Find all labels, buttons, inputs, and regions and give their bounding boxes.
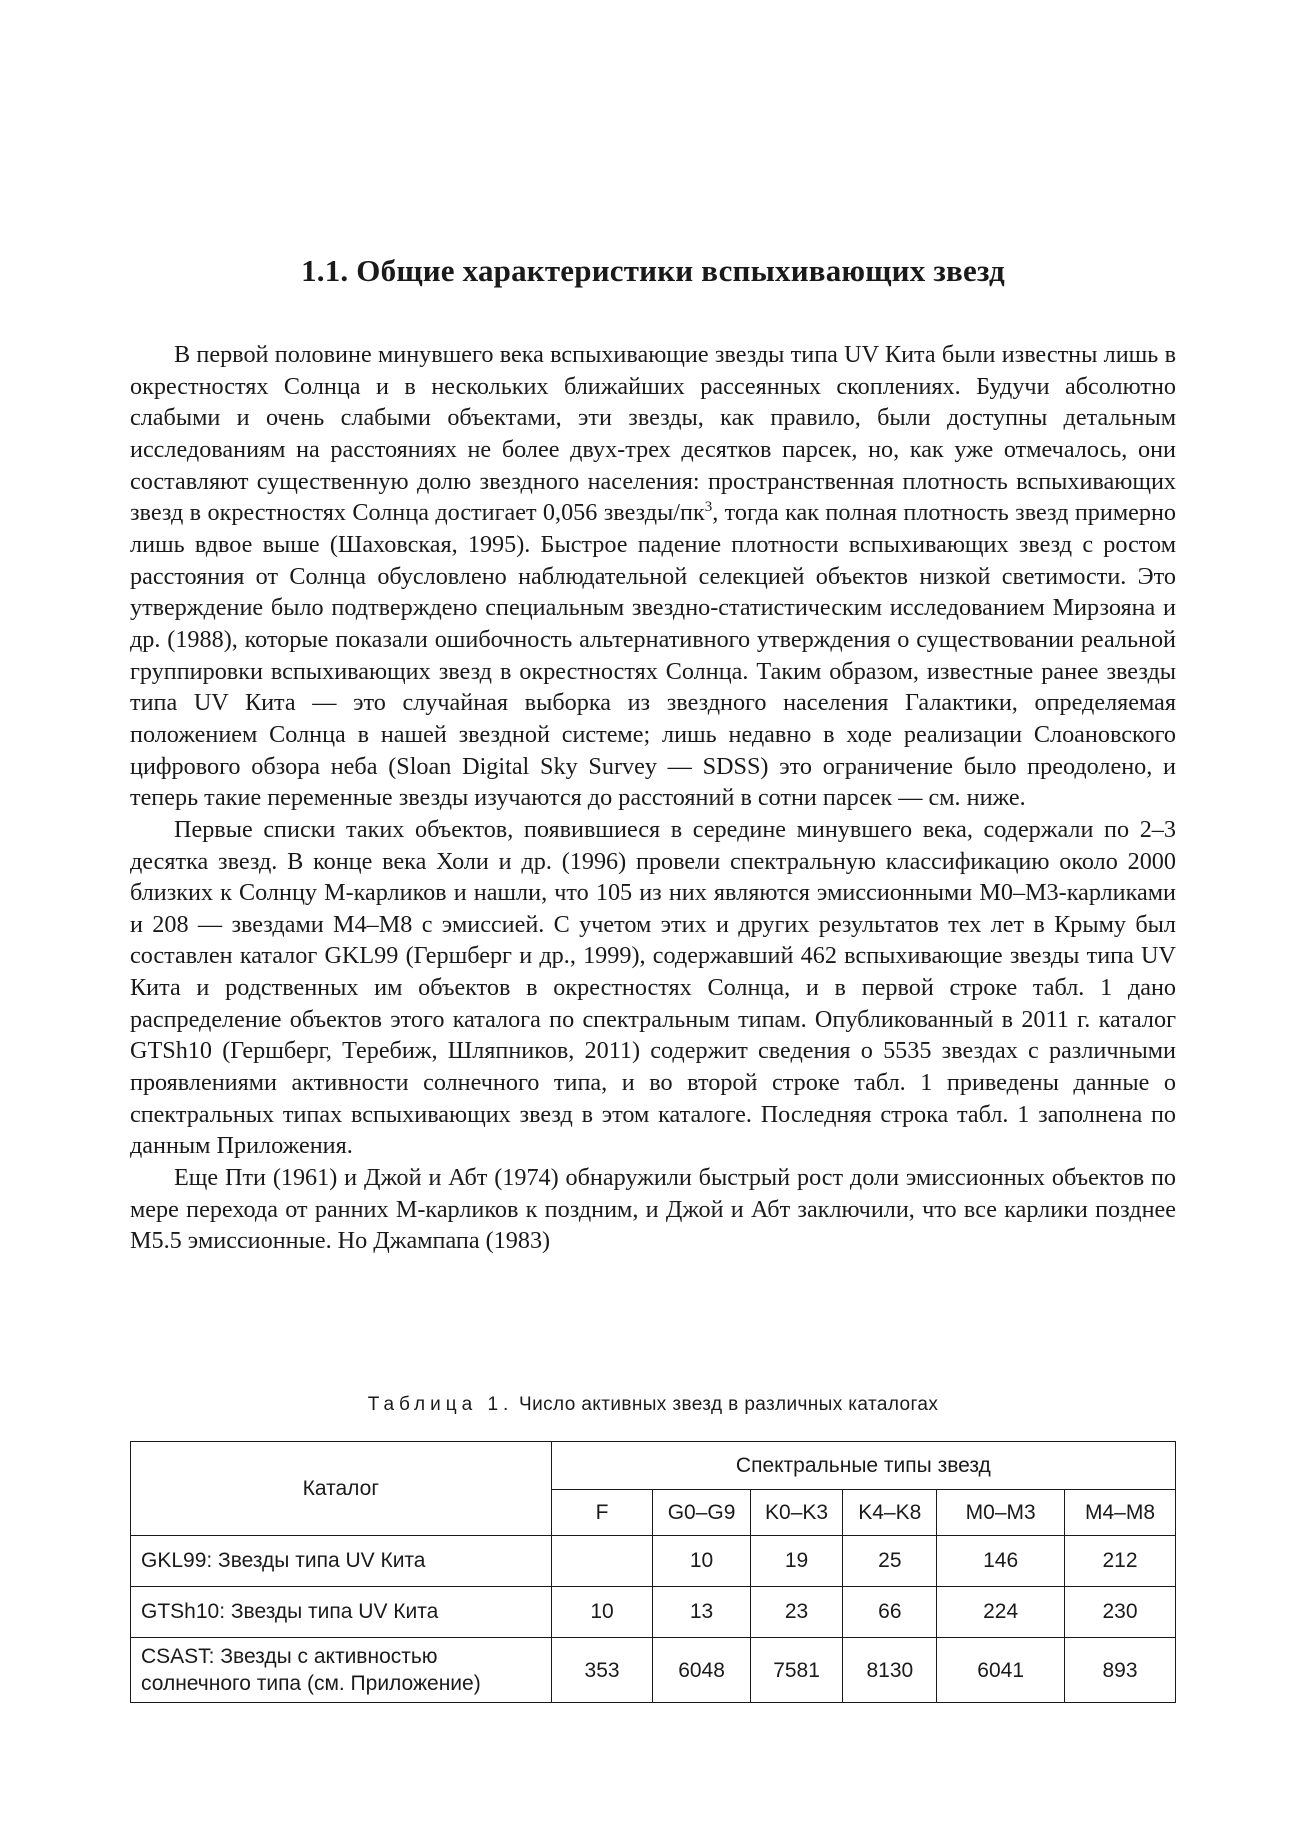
catalog-cell-line: CSAST: Звезды с активностью	[141, 1645, 438, 1668]
value-cell: 10	[551, 1587, 653, 1638]
value-cell: 893	[1065, 1638, 1176, 1703]
table-row	[131, 1536, 1176, 1587]
spectral-types-header: Спектральные типы звезд	[551, 1442, 1175, 1490]
value-cell: 212	[1065, 1536, 1176, 1587]
catalog-column-header: Каталог	[131, 1442, 552, 1536]
value-cell: 13	[653, 1587, 750, 1638]
value-cell: 353	[551, 1638, 653, 1703]
catalog-cell: GTSh10: Звезды типа UV Кита	[131, 1587, 552, 1638]
value-cell: 7581	[750, 1638, 843, 1703]
catalog-cell: GKL99: Звезды типа UV Кита	[131, 1536, 552, 1587]
value-cell: 66	[843, 1587, 937, 1638]
value-cell	[551, 1536, 653, 1587]
catalog-cell	[131, 1638, 552, 1703]
catalog-table	[130, 1441, 1176, 1703]
paragraph-2: Первые списки таких объектов, появившиеся в середине минувшего века, содержали по 2–3 десятка звезд. В конце века Холи и др. (1996) провели спектральную классификацию около 2000 близких к Солнцу M-карликов и нашли, что 105 из них являются эмиссионными M0–M3-карликами и 208 — звездами M4–M8 с эмиссией. С учетом этих и других результатов тех лет в Крыму был составлен каталог GKL99 (Гершберг и др., 1999), содержавший 462 вспыхивающие звезды типа UV Кита и родственных им объектов в окрестностях Солнца, и в первой строке табл. 1 дано распределение объектов этого каталога по спектральным типам. Опубликованный в 2011 г. каталог GTSh10 (Гершберг, Теребиж, Шляпников, 2011) содержит сведения о 5535 звездах с различными проявлениями активности солнечного типа, и во второй строке табл. 1 приведены данные о спектральных типах вспыхивающих звезд в этом каталоге. Последняя строка табл. 1 заполнена по данным Приложения.	[130, 815, 1176, 1160]
column-header: M4–M8	[1065, 1490, 1176, 1536]
value-cell: 224	[937, 1587, 1065, 1638]
value-cell: 25	[843, 1536, 937, 1587]
body-text	[130, 339, 1176, 1257]
paragraph-1-continuation: , тогда как полная плотность звезд примерно лишь вдвое выше (Шаховская, 1995). Быстрое падение плотности вспыхивающих звезд с ростом расстояния от Солнца обусловлено наблюдательной селекцией объектов низкой светимости. Это утверждение было подтверждено специальным звездно-статистическим исследованием Мирзояна и др. (1988), которые показали ошибочность альтернативного утверждения о существовании реальной группировки вспыхивающих звезд в окрестностях Солнца. Таким образом, известные ранее звезды типа UV Кита — это случайная выборка из звездного населения Галактики, определяемая положением Солнца в нашей звездной системе; лишь недавно в ходе реализации Слоановского цифрового обзора неба (Sloan Digital Sky Survey — SDSS) это ограничение было преодолено, и теперь такие переменные звезды изучаются до расстояний в сотни парсек — см. ниже.	[130, 499, 1176, 812]
table-row	[131, 1587, 1176, 1638]
table-caption	[130, 1394, 1176, 1416]
column-header: M0–M3	[937, 1490, 1065, 1536]
column-header: K0–K3	[750, 1490, 843, 1536]
value-cell: 19	[750, 1536, 843, 1587]
table-header-row	[131, 1442, 1176, 1490]
value-cell: 6048	[653, 1638, 750, 1703]
paragraph-3: Еще Пти (1961) и Джой и Абт (1974) обнаружили быстрый рост доли эмиссионных объектов по мере перехода от ранних M-карликов к поздним, и Джой и Абт заключили, что все карлики позднее M5.5 эмиссионные. Но Джампапа (1983)	[130, 1164, 1176, 1255]
table-row	[131, 1638, 1176, 1703]
section-heading: 1.1. Общие характеристики вспыхивающих звезд	[301, 252, 1005, 288]
paragraph-1	[130, 339, 1176, 814]
value-cell: 6041	[937, 1638, 1065, 1703]
value-cell: 230	[1065, 1587, 1176, 1638]
column-header: G0–G9	[653, 1490, 750, 1536]
value-cell: 23	[750, 1587, 843, 1638]
value-cell: 146	[937, 1536, 1065, 1587]
value-cell: 10	[653, 1536, 750, 1587]
catalog-cell-line: солнечного типа (см. Приложение)	[141, 1672, 481, 1695]
paragraph-1-superscript: 3	[704, 499, 713, 516]
table-caption-text: Число активных звезд в различных каталогах	[519, 1394, 939, 1415]
column-header: K4–K8	[843, 1490, 937, 1536]
paragraph-1-text: В первой половине минувшего века вспыхивающие звезды типа UV Кита были известны лишь в окрестностях Солнца и в нескольких ближайших рассеянных скоплениях. Будучи абсолютно слабыми и очень слабыми объектами, эти звезды, как правило, были доступны детальным исследованиям на расстояниях не более двух-трех десятков парсек, но, как уже отмечалось, они составляют существенную долю звездного населения: пространственная плотность вспыхивающих звезд в окрестностях Солнца достигает 0,056 звезды/пк	[130, 341, 1176, 527]
column-header: F	[551, 1490, 653, 1536]
value-cell: 8130	[843, 1638, 937, 1703]
table-caption-prefix: Таблица 1.	[367, 1394, 514, 1415]
